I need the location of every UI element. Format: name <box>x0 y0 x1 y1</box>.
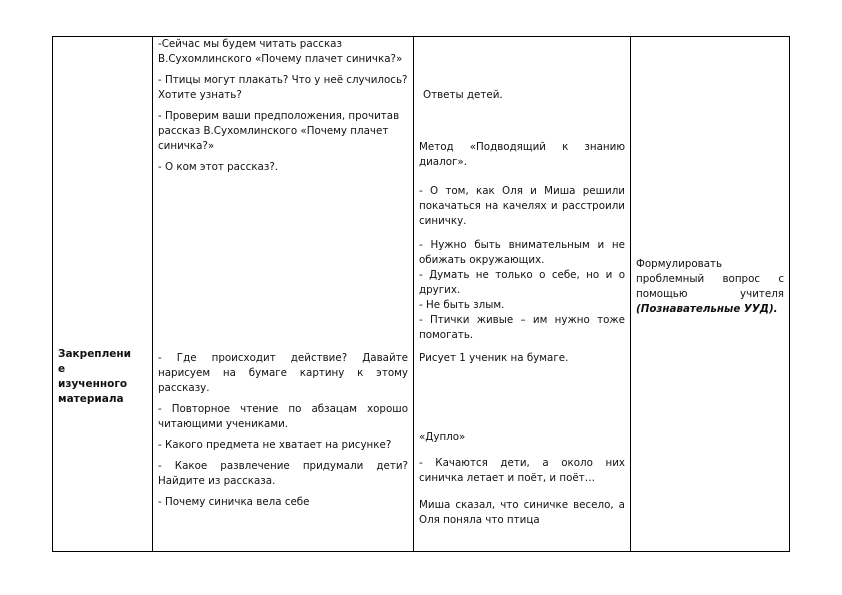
student-lesson-line: - Птички живые – им нужно тоже помогать. <box>419 314 625 341</box>
student-method: Метод «Подводящий к знанию диалог». <box>419 141 625 168</box>
table-right-border <box>789 36 790 552</box>
student-draw: Рисует 1 ученик на бумаге. <box>419 352 569 364</box>
student-lesson-line: - Думать не только о себе, но и о других. <box>419 269 625 296</box>
lesson-stage-label: Закреплени е изученного материала <box>58 348 131 405</box>
table-bottom-border <box>52 551 790 552</box>
uud-text: Формулировать проблемный вопрос с помощью учителя <box>636 258 784 300</box>
teacher-line: -Сейчас мы будем читать рассказ В.Сухомлинского «Почему плачет синичка?» <box>158 38 403 65</box>
student-lesson-line: - Нужно быть внимательным и не обижать окружающих. <box>419 239 625 266</box>
teacher-line: - Какого предмета не хватает на рисунке? <box>158 439 392 451</box>
teacher-line: - Какое развлечение придумали дети? Найдите из рассказа. <box>158 460 408 487</box>
table-left-border <box>52 36 53 552</box>
teacher-line: - Птицы могут плакать? Что у неё случилось? Хотите узнать? <box>158 74 408 101</box>
student-swing: - Качаются дети, а около них синичка летает и поёт, и поёт… <box>419 457 625 484</box>
teacher-activity-bottom <box>158 351 408 510</box>
uud-italic: (Познавательные УУД). <box>636 303 778 315</box>
column-divider-3 <box>630 36 631 552</box>
teacher-line: - Проверим ваши предположения, прочитав рассказ В.Сухомлинского «Почему плачет синичка?» <box>158 110 400 152</box>
student-answers: Ответы детей. <box>423 89 503 101</box>
column-divider-1 <box>152 36 153 552</box>
student-lessons <box>419 238 625 343</box>
teacher-line: - Почему синичка вела себе <box>158 496 310 508</box>
teacher-line: - Повторное чтение по абзацам хорошо читающими учениками. <box>158 403 408 430</box>
student-hollow: «Дупло» <box>419 431 466 443</box>
student-about: - О том, как Оля и Миша решили покачаться на качелях и расстроили синичку. <box>419 185 625 227</box>
teacher-line: - О ком этот рассказ?. <box>158 161 279 173</box>
column-divider-2 <box>413 36 414 552</box>
student-lesson-line: - Не быть злым. <box>419 299 505 311</box>
teacher-activity-top <box>158 37 408 181</box>
teacher-line: - Где происходит действие? Давайте нарисуем на бумаге картину к этому рассказу. <box>158 352 408 394</box>
student-misha: Миша сказал, что синичке весело, а Оля поняла что птица <box>419 499 625 526</box>
uud-description <box>636 257 784 317</box>
